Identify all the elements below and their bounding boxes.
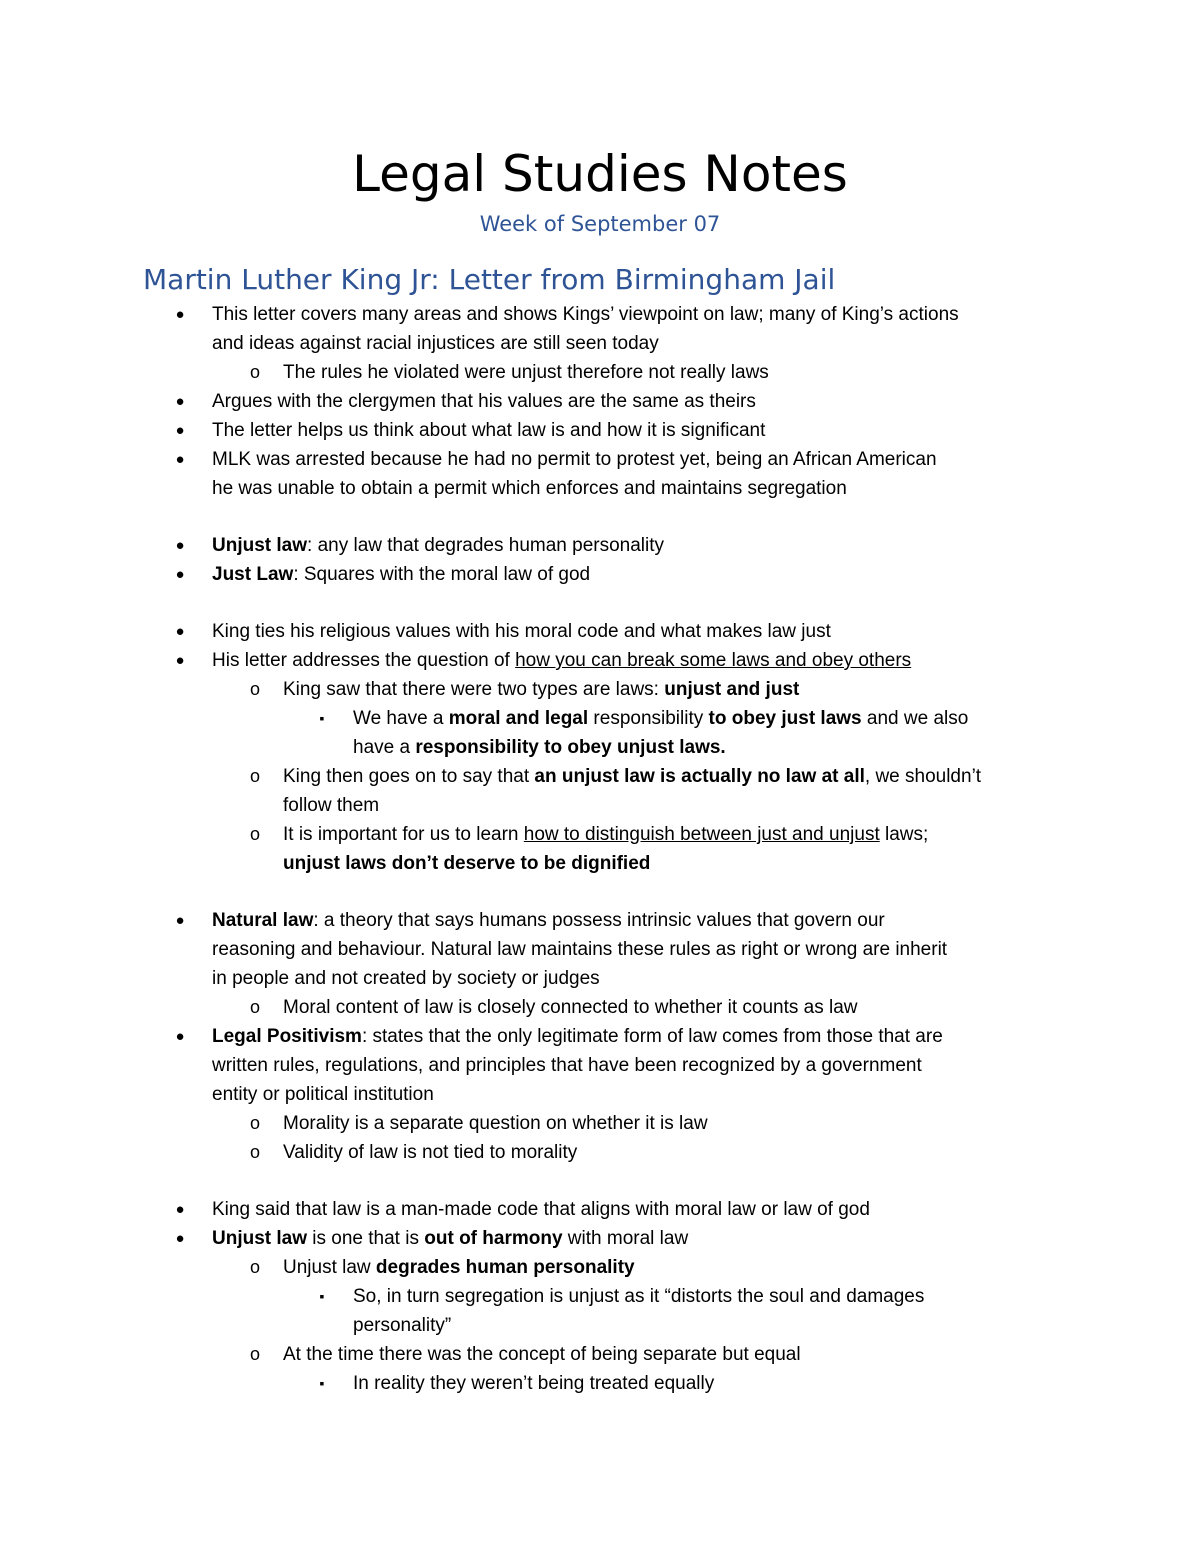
list-item-text: [212, 531, 664, 560]
list-item: [0, 993, 1200, 1022]
bold-text: an unjust law is actually no law at all: [534, 766, 865, 787]
list-item-text: [212, 646, 911, 675]
bullet-icon: ●: [175, 623, 185, 640]
list-item-text: [283, 849, 650, 878]
list-item-text: entity or political institution: [212, 1084, 434, 1105]
term: Unjust law: [212, 535, 308, 556]
list-item: [0, 445, 1200, 474]
circle-bullet-icon: o: [249, 1142, 260, 1162]
circle-bullet-icon: o: [249, 997, 260, 1017]
term: Just Law: [212, 564, 294, 585]
list-item-text: King said that law is a man-made code that aligns with moral law or law of god: [212, 1199, 870, 1220]
list-item-text: written rules, regulations, and principles that have been recognized by a government: [212, 1055, 922, 1076]
list-item-text: he was unable to obtain a permit which enforces and maintains segregation: [212, 478, 847, 499]
list-item: [0, 1224, 1200, 1253]
list-item: [0, 358, 1200, 387]
list-item: [0, 1109, 1200, 1138]
definition: : states that the only legitimate form of law comes from those that are: [361, 1026, 943, 1047]
list-item: [0, 1195, 1200, 1224]
list-item: [0, 617, 1200, 646]
text-run: laws;: [879, 824, 929, 845]
page-subtitle: Week of September 07: [479, 212, 721, 236]
list-item-continuation: [0, 733, 1200, 762]
list-item-text: In reality they weren’t being treated equally: [353, 1373, 715, 1394]
spacer: [0, 503, 1200, 531]
text-run: and we also: [861, 708, 969, 729]
page-title: Legal Studies Notes: [352, 145, 848, 203]
list-item-text: The rules he violated were unjust therefore not really laws: [283, 362, 769, 383]
text-run: We have a: [353, 708, 449, 729]
list-item: [0, 820, 1200, 849]
list-item-text: follow them: [283, 795, 380, 816]
list-item-continuation: [0, 474, 1200, 503]
list-item-continuation: [0, 791, 1200, 820]
bullet-icon: ●: [175, 912, 185, 929]
list-item-continuation: [0, 1311, 1200, 1340]
circle-bullet-icon: o: [249, 824, 260, 844]
list-item: [0, 560, 1200, 589]
text-run: is one that is: [307, 1228, 425, 1249]
spacer: [0, 589, 1200, 617]
list-item-text: King ties his religious values with his moral code and what makes law just: [212, 621, 831, 642]
list-item: [0, 1340, 1200, 1369]
term: Legal Positivism: [212, 1026, 362, 1047]
circle-bullet-icon: o: [249, 766, 260, 786]
bullet-icon: ●: [175, 652, 185, 669]
list-item: [0, 1282, 1200, 1311]
list-item-text: [283, 1253, 635, 1282]
list-item-text: Argues with the clergymen that his values are the same as theirs: [212, 391, 756, 412]
list-item: [0, 1369, 1200, 1398]
list-item-text: [212, 906, 885, 935]
spacer: [0, 1167, 1200, 1195]
list-item: [0, 1253, 1200, 1282]
list-item-continuation: [0, 329, 1200, 358]
circle-bullet-icon: o: [249, 679, 260, 699]
list-item-text: [283, 762, 981, 791]
definition: : a theory that says humans possess intrinsic values that govern our: [313, 910, 885, 931]
list-item: [0, 1022, 1200, 1051]
bold-text: Unjust law: [212, 1228, 308, 1249]
list-item-text: So, in turn segregation is unjust as it “distorts the soul and damages: [353, 1286, 925, 1307]
spacer: [0, 878, 1200, 906]
list-item-text: This letter covers many areas and shows Kings’ viewpoint on law; many of King’s actions: [212, 304, 959, 325]
definition: : any law that degrades human personality: [307, 535, 665, 556]
text-run: It is important for us to learn: [283, 824, 524, 845]
definition: : Squares with the moral law of god: [293, 564, 591, 585]
circle-bullet-icon: o: [249, 1257, 260, 1277]
list-item: [0, 906, 1200, 935]
text-run: His letter addresses the question of: [212, 650, 516, 671]
square-bullet-icon: ▪: [319, 1375, 325, 1391]
list-item-text: MLK was arrested because he had no permit to protest yet, being an African American: [212, 449, 937, 470]
list-item-text: in people and not created by society or judges: [212, 968, 600, 989]
list-item: [0, 704, 1200, 733]
list-item: [0, 675, 1200, 704]
section-heading: Martin Luther King Jr: Letter from Birmingham Jail: [143, 263, 836, 296]
circle-bullet-icon: o: [249, 1344, 260, 1364]
list-item: [0, 416, 1200, 445]
list-item-text: [353, 704, 968, 733]
list-item: [0, 646, 1200, 675]
list-item-continuation: [0, 1051, 1200, 1080]
list-item-text: [353, 733, 726, 762]
notes-list: [0, 300, 1200, 1398]
bold-text: out of harmony: [424, 1228, 563, 1249]
text-run: responsibility: [588, 708, 709, 729]
list-item-text: reasoning and behaviour. Natural law maintains these rules as right or wrong are inherit: [212, 939, 948, 960]
list-item-continuation: [0, 1080, 1200, 1109]
list-item-text: Moral content of law is closely connected to whether it counts as law: [283, 997, 858, 1018]
bullet-icon: ●: [175, 306, 185, 323]
list-item-text: At the time there was the concept of being separate but equal: [283, 1344, 801, 1365]
list-item-text: Validity of law is not tied to morality: [283, 1142, 578, 1163]
list-item-text: personality”: [353, 1315, 452, 1336]
list-item-continuation: [0, 849, 1200, 878]
bold-text: moral and legal: [448, 708, 589, 729]
list-item: [0, 300, 1200, 329]
circle-bullet-icon: o: [249, 362, 260, 382]
list-item: [0, 387, 1200, 416]
bold-text: to obey just laws: [708, 708, 862, 729]
text-run: King then goes on to say that: [283, 766, 535, 787]
list-item-text: Morality is a separate question on whether it is law: [283, 1113, 708, 1134]
list-item-text: [283, 675, 799, 704]
list-item: [0, 531, 1200, 560]
list-item-text: The letter helps us think about what law is and how it is significant: [212, 420, 766, 441]
list-item-continuation: [0, 964, 1200, 993]
circle-bullet-icon: o: [249, 1113, 260, 1133]
text-run: , we shouldn’t: [864, 766, 982, 787]
bullet-icon: ●: [175, 1230, 185, 1247]
list-item: [0, 1138, 1200, 1167]
text-run: Unjust law: [283, 1257, 376, 1278]
list-item-text: [283, 820, 928, 849]
bullet-icon: ●: [175, 422, 185, 439]
underlined-text: how you can break some laws and obey others: [515, 650, 912, 671]
bullet-icon: ●: [175, 1028, 185, 1045]
list-item-continuation: [0, 935, 1200, 964]
term: Natural law: [212, 910, 314, 931]
list-item-text: [212, 560, 590, 589]
list-item-text: [212, 1224, 688, 1253]
bold-text: unjust and just: [664, 679, 800, 700]
bold-text: degrades human personality: [375, 1257, 635, 1278]
list-item: [0, 762, 1200, 791]
bullet-icon: ●: [175, 393, 185, 410]
square-bullet-icon: ▪: [319, 1288, 325, 1304]
square-bullet-icon: ▪: [319, 710, 325, 726]
bold-text: unjust laws don’t deserve to be dignified: [283, 853, 651, 874]
text-run: King saw that there were two types are laws:: [283, 679, 665, 700]
bold-text: responsibility to obey unjust laws.: [415, 737, 726, 758]
list-item-text: [212, 1022, 943, 1051]
bullet-icon: ●: [175, 451, 185, 468]
bullet-icon: ●: [175, 537, 185, 554]
bullet-icon: ●: [175, 566, 185, 583]
list-item-text: and ideas against racial injustices are still seen today: [212, 333, 659, 354]
text-run: with moral law: [562, 1228, 689, 1249]
underlined-text: how to distinguish between just and unjust: [523, 824, 880, 845]
bullet-icon: ●: [175, 1201, 185, 1218]
text-run: have a: [353, 737, 416, 758]
